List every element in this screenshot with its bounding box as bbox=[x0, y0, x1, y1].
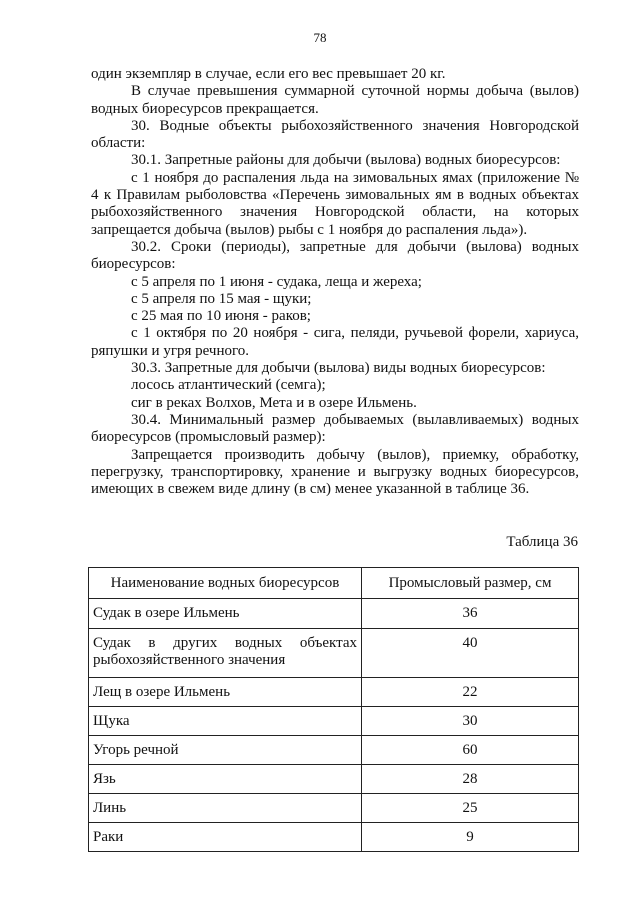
section-heading-30-3: 30.3. Запретные для добычи (вылова) виды водных биоресурсов: bbox=[131, 360, 546, 377]
table-row bbox=[89, 823, 579, 852]
size-cell: 9 bbox=[362, 823, 579, 852]
section-heading-30-4: 30.4. Минимальный размер добываемых (вылавливаемых) водных биоресурсов (промысловый размер): bbox=[91, 411, 579, 446]
table-row bbox=[89, 599, 579, 629]
list-item: с 25 мая по 10 июня - раков; bbox=[131, 308, 311, 325]
species-name-cell: Судак в озере Ильмень bbox=[89, 599, 362, 629]
column-header-name: Наименование водных биоресурсов bbox=[89, 568, 362, 599]
table-row bbox=[89, 678, 579, 707]
page-number: 78 bbox=[313, 30, 327, 45]
size-table bbox=[88, 567, 579, 852]
size-cell: 28 bbox=[362, 765, 579, 794]
body-text bbox=[91, 66, 579, 498]
table-row bbox=[89, 707, 579, 736]
list-item: сиг в реках Волхов, Мета и в озере Ильмень. bbox=[131, 394, 417, 411]
column-header-size: Промысловый размер, см bbox=[362, 568, 579, 599]
species-name-cell: Щука bbox=[89, 707, 362, 736]
size-cell: 25 bbox=[362, 794, 579, 823]
list-item: с 1 октября по 20 ноября - сига, пеляди, ручьевой форели, хариуса, ряпушки и угря речного. bbox=[91, 325, 579, 359]
table-row bbox=[89, 765, 579, 794]
species-name-cell: Судак в других водных объектах рыбохозяйственного значения bbox=[89, 629, 362, 678]
table-row bbox=[89, 736, 579, 765]
size-cell: 30 bbox=[362, 707, 579, 736]
size-cell: 36 bbox=[362, 599, 579, 629]
list-item: с 5 апреля по 1 июня - судака, леща и жереха; bbox=[131, 273, 422, 290]
table-caption: Таблица 36 bbox=[506, 534, 578, 550]
paragraph: один экземпляр в случае, если его вес превышает 20 кг. bbox=[91, 66, 446, 82]
table-row bbox=[89, 794, 579, 823]
table-header-row bbox=[89, 568, 579, 599]
size-cell: 40 bbox=[362, 629, 579, 678]
size-cell: 60 bbox=[362, 736, 579, 765]
species-name-cell: Раки bbox=[89, 823, 362, 852]
paragraph: с 1 ноября до распаления льда на зимовальных ямах (приложение № 4 к Правилам рыболовства «Перечень зимовальных ям в водных объектах рыбохозяйственного значения Новгородской области, на которых запрещается добыча (вылов) рыбы с 1 ноября до распаления льда»). bbox=[91, 169, 579, 238]
paragraph: В случае превышения суммарной суточной нормы добыча (вылов) водных биоресурсов прекращается. bbox=[91, 83, 579, 117]
size-cell: 22 bbox=[362, 678, 579, 707]
table-row bbox=[89, 629, 579, 678]
species-name-cell: Лещ в озере Ильмень bbox=[89, 678, 362, 707]
paragraph: Запрещается производить добычу (вылов), приемку, обработку, перегрузку, транспортировку, хранение и выгрузку водных биоресурсов, имеющих в свежем виде длину (в см) менее указанной в таблице 36. bbox=[91, 446, 579, 498]
section-heading-30-2: 30.2. Сроки (периоды), запретные для добычи (вылова) водных биоресурсов: bbox=[91, 238, 579, 273]
section-heading-30: 30. Водные объекты рыбохозяйственного значения Новгородской области: bbox=[91, 117, 579, 152]
species-name-cell: Угорь речной bbox=[89, 736, 362, 765]
list-item: с 5 апреля по 15 мая - щуки; bbox=[131, 290, 312, 307]
list-item: лосось атлантический (семга); bbox=[131, 377, 326, 394]
section-heading-30-1: 30.1. Запретные районы для добычи (вылова) водных биоресурсов: bbox=[131, 152, 561, 169]
species-name-cell: Линь bbox=[89, 794, 362, 823]
species-name-cell: Язь bbox=[89, 765, 362, 794]
